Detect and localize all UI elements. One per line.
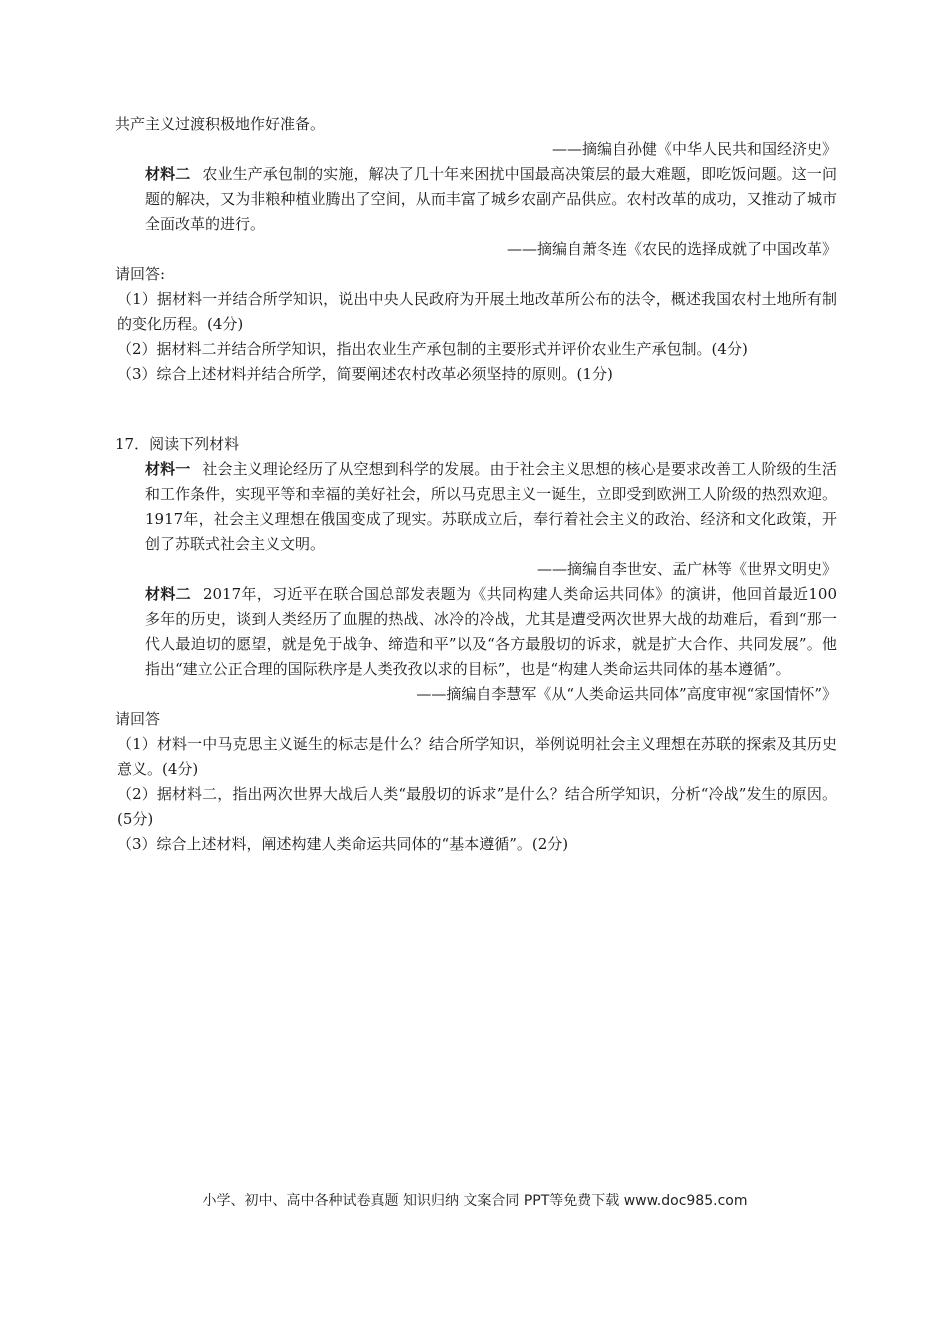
q17-material2-text: 2017年，习近平在联合国总部发表题为《共同构建人类命运共同体》的演讲，他回首最近100多年的历史，谈到人类经历了血腥的热战、冰冷的冷战，尤其是遭受两次世界大战的劫难后，看到“那一代人最迫切的愿望，就是免于战争、缔造和平”以及“各方最殷切的诉求，就是扩大合作、共同发展”。他指出“建立公正合理的国际秩序是人类孜孜以求的目标”，也是“构建人类命运共同体的基本遵循”。 — [145, 585, 837, 678]
q17-answer-prompt: 请回答 — [115, 710, 161, 728]
question-16-1: （1）据材料一并结合所学知识，说出中央人民政府为开展土地改革所公布的法令，概述我国农村土地所有制的变化历程。(4分) — [117, 290, 837, 333]
material2-source: ——摘编自萧冬连《农民的选择成就了中国改革》 — [506, 240, 837, 258]
q17-material1-text: 社会主义理论经历了从空想到科学的发展。由于社会主义思想的核心是要求改善工人阶级的生活和工作条件，实现平等和幸福的美好社会，所以马克思主义一诞生，立即受到欧洲工人阶级的热烈欢迎。1917年，社会主义理想在俄国变成了现实。苏联成立后，奉行着社会主义的政治、经济和文化政策，开创了苏联式社会主义文明。 — [145, 460, 837, 553]
answer-prompt: 请回答: — [115, 265, 166, 283]
question-17-3: （3）综合上述材料，阐述构建人类命运共同体的“基本遵循”。(2分) — [117, 835, 569, 853]
q17-material1-paragraph — [115, 457, 837, 557]
material2-text: 农业生产承包制的实施，解决了几十年来困扰中国最高决策层的最大难题，即吃饭问题。这一问题的解决，又为非粮种植业腾出了空间，从而丰富了城乡农副产品供应。农村改革的成功，又推动了城市全面改革的进行。 — [145, 165, 837, 233]
question-16-3: （3）综合上述材料并结合所学，简要阐述农村改革必须坚持的原则。(1分) — [117, 365, 613, 383]
q17-material2-label: 材料二 — [145, 585, 191, 603]
q17-material2-source: ——摘编自李慧军《从“人类命运共同体”高度审视“家国情怀”》 — [416, 685, 837, 703]
q17-material1-label: 材料一 — [145, 460, 191, 478]
material2-paragraph — [115, 162, 837, 237]
question-17-1: （1）材料一中马克思主义诞生的标志是什么？结合所学知识，举例说明社会主义理想在苏联的探索及其历史意义。(4分) — [117, 735, 837, 778]
q17-material2-paragraph — [115, 582, 837, 682]
question-17-section — [115, 432, 837, 857]
question-17-heading: 17．阅读下列材料 — [115, 435, 240, 453]
question-16-2: （2）据材料二并结合所学知识，指出农业生产承包制的主要形式并评价农业生产承包制。(4分) — [117, 340, 748, 358]
material2-label: 材料二 — [145, 165, 191, 183]
q17-material1-source: ——摘编自李世安、孟广林等《世界文明史》 — [536, 560, 837, 578]
exam-page — [115, 112, 837, 857]
material1-source: ——摘编自孙健《中华人民共和国经济史》 — [551, 140, 837, 158]
question-17-2: （2）据材料二，指出两次世界大战后人类“最殷切的诉求”是什么？结合所学知识，分析“冷战”发生的原因。(5分) — [117, 785, 837, 828]
question-16-section — [115, 112, 837, 387]
page-footer: 小学、初中、高中各种试卷真题 知识归纳 文案合同 PPT等免费下载 www.doc985.com — [202, 1193, 748, 1209]
material1-carry-over: 共产主义过渡积极地作好准备。 — [115, 115, 326, 133]
